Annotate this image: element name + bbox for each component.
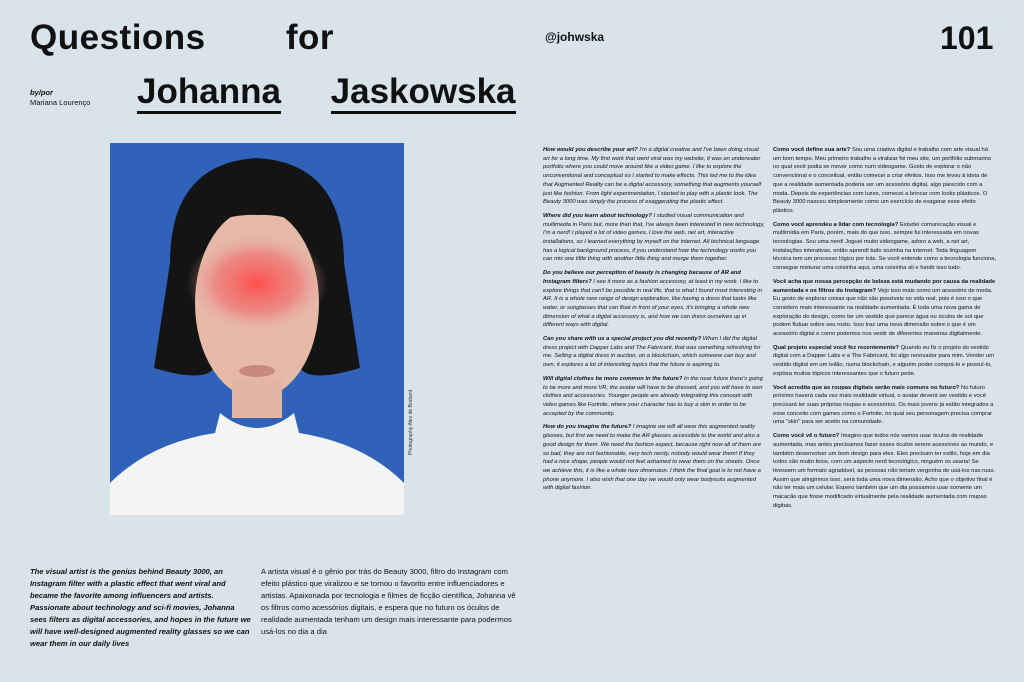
qa-item [773,278,996,339]
qa-item [773,221,996,273]
answer: When I did the digital dress project with Dapper Labs and The Fabricant, that was something refreshing for me. Selling a digital dress in auction, on a blockchain, which someone can buy and own, it explores a lot of interesting topics that the future is aspiring to. [543,336,761,369]
intro-english: The visual artist is the genius behind Beauty 3000, an Instagram filter with a plastic effect that went viral and became the favorite among influencers and artists. Passionate about technology and sci-fi movies, Johanna sees filters as digital accessories, and hopes in the future we will have well-designed augmented reality glasses so we can wear them in our daily lives [30,567,251,648]
portrait-photo [110,143,404,515]
answer: I imagine we will all wear this augmented reality glasses, but first we need to make the AR glasses accessible to the world and also a good design for them. We need the fashion aspect, because right now all of them are so bad, they are not fashionable, very tech nerdy, nobody would wear them! If they had a nice shape, people would not feel ashamed to wear them on the streets. Once we achieve this, it is like a whole new dimension. I think the final goal is to not have a phone anymore. I also wish that one day we would only wear bodysuits augmented with digital fashion. [543,424,762,492]
answer: In the near future there's going to be more and more VR, the avatar will have to be dressed, and you will have to own clothes and accessories. Younger people are already integrating this concept with video games like Fortnite, where your character has to buy a skin in order to be accepted by the community. [543,375,763,417]
title-last-name: Jaskowska [331,72,516,114]
qa-item [543,375,765,419]
answer: I studied visual communication and multimedia in Paris but, more than that, I've always been interested in new technology, I'm a nerd! I played a lot of video games, I love the web, net art, interactive installations, so I learned everything by myself on the internet. All technical language has a logical background process, if you understand how the technology works you can mix one little thing with another little thing and merge them together. [543,212,765,263]
question: How would you describe your art? [543,147,638,153]
answer: Sou uma criativa digital e trabalho com arte visual há um bom tempo. Meu primeiro trabalho a viralizar foi meu site, um portfólio submarino no qual você podia se mover como num videogame. Gosto de explorar o não convencional e o conceitual, então comecei a criar efeitos. Isso me levou à ideia de que a realidade aumentada poderia ser um acessório digital, algo parecido com a moda. Depois de experiências com luzes, comecei a brincar com looks plásticos. O Beauty 3000 nasceu simplesmente como um exercício de exagerar esse efeito plástico. [773,147,992,214]
title-line-1: Questions for [30,18,335,57]
question: Como você aprendeu a lidar com tecnologia? [773,221,899,228]
question: Where did you learn about technology? [543,212,652,219]
question: Como você define sua arte? [773,147,851,153]
intro-portuguese: A artista visual é o gênio por trás do Beauty 3000, filtro do Instagram com efeito plástico que viralizou e se tornou o favorito entre influenciadores e artistas. Apaixonada por tecnologia e filmes de ficção científica, Johanna vê os filtros como acessórios digitais, e espera que no futuro os óculos de realidade aumentada tenham um design mais interessante para podermos usá-los no dia a dia [261,567,516,636]
question: Will digital clothes be more common in the future? [543,375,683,382]
portrait-illustration [110,143,404,515]
question: Como você vê o futuro? [773,433,840,440]
byline [30,88,90,108]
qa-item [543,423,765,493]
question: Can you share with us a special project you did recently? [543,336,702,343]
question: How do you imagine the future? [543,424,632,431]
qa-item [543,269,765,330]
interview-portuguese-column [773,146,996,515]
qa-item [543,146,765,207]
byline-label: by/por [30,88,53,97]
question: Do you believe our perception of beauty is changing because of AR and Instagram filters? [543,270,741,285]
question: Você acredita que as roupas digitais serão mais comuns no futuro? [773,384,960,391]
question: Qual projeto especial você fez recentemente? [773,344,899,351]
instagram-handle: @johwska [545,30,605,44]
qa-item [543,212,765,264]
page-number: 101 [940,20,994,56]
answer: I'm a digital creative and I've been doing visual art for a long time. My first work that went viral was my website, it was an underwater portfolio where you could move around like a video game. I like to explore the unconventional and conceptual so I started to make effects. This led me to the idea that Augmented Reality can be a digital accessory, something that augments yourself just like fashion. From light experimentation, I started to play with a plastic look. The Beauty 3000 was simply the process of exaggerating the plastic effect. [543,147,762,206]
answer: I see it more as a fashion accessory, at least in my work. I like to explore things that can't be possible in real life, that is what I found most interesting in AR. It is a whole new range of design exploration, like having a dress that looks like water, or sunglasses that can float in front of your eyes, it's bringing a whole new dimension of what a digital accessory is, and how we can dress ourselves up in different ways with digital. [543,278,762,329]
answer: No futuro próximo haverá cada vez mais realidade virtual, o avatar deverá ser vestido e você precisará ter suas próprias roupas e acessórios. Os mais jovens já estão integrados a esse conceito com games como o Fortnite, no qual seu personagem precisa comprar uma "skin" para ser aceito na comunidade. [773,384,994,426]
interview-english-column [543,146,765,498]
qa-item [543,335,765,370]
qa-item [773,146,996,216]
answer: Vejo isso mais como um acessório de moda. Eu gosto de explorar coisas que não são possíveis no vida real, pois é isso o que considero mais interessante na realidade aumentada. É toda uma nova gama de exploração do design, como ter um vestido que parece água ou óculos de sol que podem flutuar sobre seu rosto. Isso traz uma nova dimensão sobre o que é um acessório digital e como podemos nos vestir de diferentes maneiras digitalmente. [773,287,993,338]
qa-item [773,384,996,428]
answer: Imagino que todos nós vamos usar óculos de realidade aumentada, mas antes precisamos fazer esses óculos serem acessíveis ao mundo, e também desenvolver um bom design para eles. Eles precisam ter estilo, hoje em dia todos são muito feios, com um aspecto nerd tecnológico, ninguém os usaria! Se tivessem um formato agradável, as pessoas não teriam vergonha de usá-los nas ruas. Assim que atingirmos isso, será toda uma nova dimensão. Acho que o objetivo final é não ter mais um celular. Espero também que um dia possamos usar somente um macacão que fosse modificado virtualmente pela realidade aumentada com roupas digitais. [773,433,996,509]
question: Você acha que nossa percepção de beleza está mudando por causa da realidade aumentada e os filtros do Instagram? [773,278,996,294]
qa-item [773,344,996,379]
title-first-name: Johanna [137,72,281,114]
title-line-2 [137,72,516,112]
qa-item [773,432,996,510]
byline-author: Mariana Lourenço [30,98,91,107]
answer: Quando eu fiz o projeto do vestido digital com a Dapper Labs e a The Fabricant, foi algo renovador para mim. Vender um vestido digital em um leilão, numa blockchain, e alguém poder comprá-lo e possuí-lo, explora muitos tópicos interessantes que o futuro pede. [773,344,994,377]
photo-credit: Photography Alex de Brabant [408,389,414,455]
answer: Estudei comunicação visual e multimídia em Paris, porém, mais do que isso, sempre fui interessada em novas tecnologias. Sou uma nerd! Joguei muito videogame, adoro a web, a net art, instalações interativas, então aprendi tudo sozinha na internet. Toda linguagem técnica tem um processo lógico por trás. Se você entende como a tecnologia funciona, consegue misturar uma coisinha aqui, uma coisinha ali e fundir isso tudo. [773,221,996,272]
